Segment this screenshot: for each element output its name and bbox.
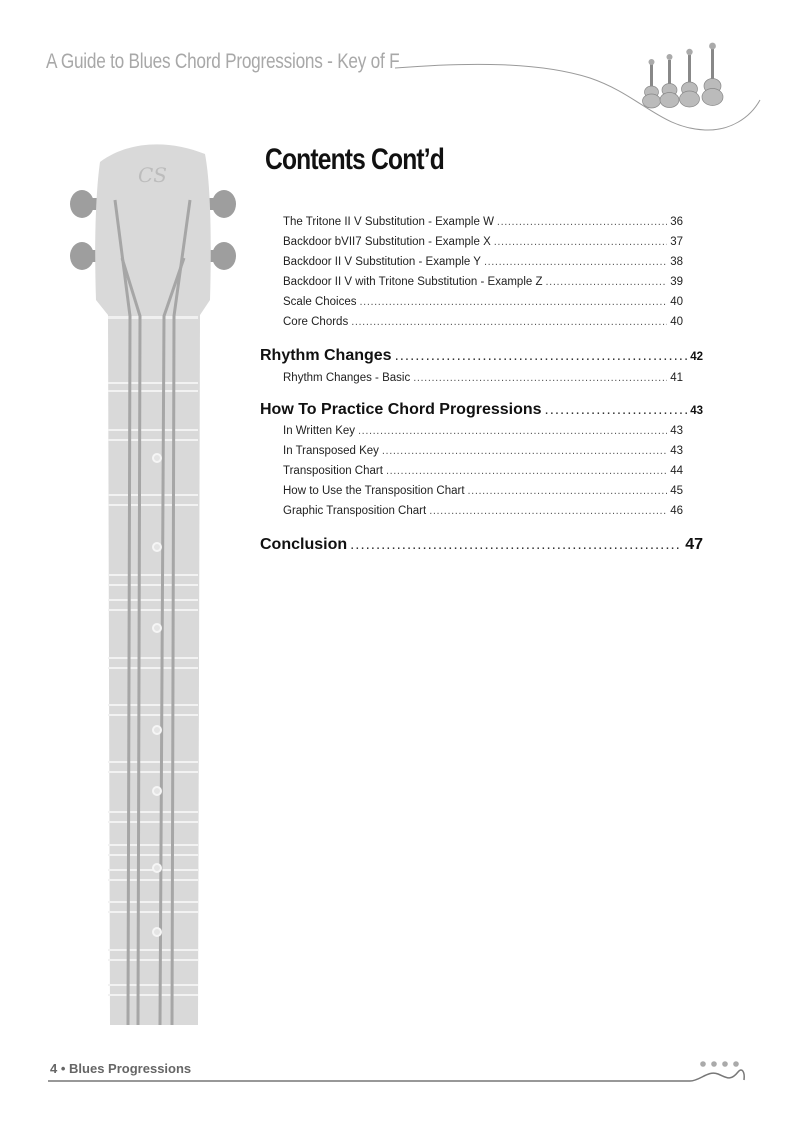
toc-section-page: 43 [690,405,703,417]
toc-dot-leader [546,276,668,288]
toc-dot-leader [386,465,667,477]
toc-dot-leader [350,536,682,553]
toc-dot-leader [468,485,668,497]
toc-entry-label: How to Use the Transposition Chart [283,485,465,497]
toc-entry-page: 36 [670,216,683,228]
toc-entry-label: In Transposed Key [283,445,379,457]
toc-section-rhythm-changes[interactable] [260,347,703,365]
toc-entry-label: Backdoor II V with Tritone Substitution - Example Z [283,276,543,288]
toc-entry[interactable] [283,256,683,268]
toc-entry[interactable] [283,296,683,308]
toc-entry[interactable] [283,465,683,477]
toc-entry-page: 43 [670,425,683,437]
toc-entry-label: The Tritone II V Substitution - Example W [283,216,494,228]
toc-dot-leader [429,505,667,517]
toc-dot-leader [497,216,667,228]
toc-entry-page: 38 [670,256,683,268]
toc-section-title: Rhythm Changes [260,347,392,364]
toc-entry-page: 44 [670,465,683,477]
toc-entry[interactable] [283,372,683,384]
toc-dot-leader [494,236,667,248]
footer-decoration [0,1050,794,1100]
toc-entry-page: 40 [670,296,683,308]
toc-dot-leader [358,425,667,437]
toc-dot-leader [351,316,667,328]
toc-section-title: Conclusion [260,536,348,553]
toc-dot-leader [395,347,688,364]
toc-dot-leader [545,401,688,418]
toc-entry[interactable] [283,276,683,288]
toc-dot-leader [360,296,668,308]
toc-entry-label: Scale Choices [283,296,357,308]
toc-entry-label: Graphic Transposition Chart [283,505,427,517]
toc-entry[interactable] [283,505,683,517]
toc-section-conclusion[interactable] [260,536,703,554]
running-header-title: A Guide to Blues Chord Progressions - Key of F [46,50,400,73]
toc-entry-page: 39 [670,276,683,288]
toc-entry-page: 37 [670,236,683,248]
toc-entry[interactable] [283,485,683,497]
toc-dot-leader [413,372,667,384]
toc-entry-page: 41 [670,372,683,384]
toc-entry-page: 46 [670,505,683,517]
toc-section-how-to-practice[interactable] [260,401,703,419]
toc-section-title: How To Practice Chord Progressions [260,401,542,418]
toc-entry[interactable] [283,425,683,437]
tenor-ukulele-icon [680,49,700,107]
toc-entry-label: Core Chords [283,316,349,328]
headstock-logo: CS [138,163,168,187]
toc-entry-label: Rhythm Changes - Basic [283,372,411,384]
footer-separator: • [60,1061,66,1076]
footer-page-number: 4 [50,1061,58,1076]
toc-entry-label: Backdoor bVII7 Substitution - Example X [283,236,491,248]
soprano-ukulele-icon [643,59,661,108]
toc-entry-page: 45 [670,485,683,497]
toc-entry[interactable] [283,216,683,228]
baritone-ukulele-icon [702,43,723,106]
toc-entry-page: 40 [670,316,683,328]
header-decoration [0,0,794,140]
toc-entry-label: In Written Key [283,425,356,437]
toc-entry[interactable] [283,316,683,328]
toc-section-page: 42 [690,351,703,363]
toc-dot-leader [382,445,667,457]
toc-section-page: 47 [685,536,703,553]
toc-entry-label: Transposition Chart [283,465,383,477]
toc-entry[interactable] [283,236,683,248]
concert-ukulele-icon [660,54,679,108]
toc-dot-leader [484,256,667,268]
toc-entry-label: Backdoor II V Substitution - Example Y [283,256,481,268]
page-title: Contents Cont’d [265,143,445,176]
toc-entry[interactable] [283,445,683,457]
ukulele-neck-graphic [60,140,250,1030]
footer-book-title: Blues Progressions [69,1061,192,1076]
footer-dots-icon [700,1061,739,1067]
toc-entry-page: 43 [670,445,683,457]
